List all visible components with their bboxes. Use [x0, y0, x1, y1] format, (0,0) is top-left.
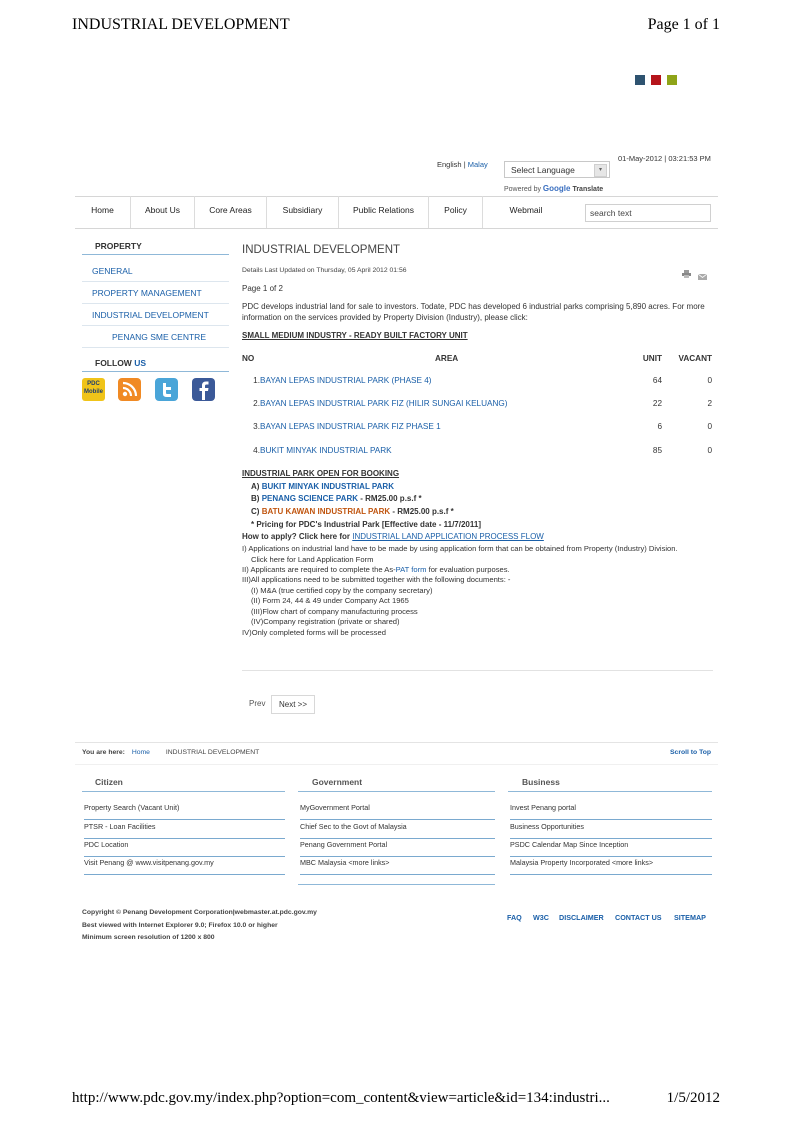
search-input[interactable] [585, 204, 711, 222]
footer-rule [82, 791, 285, 792]
pdc-mobile-icon[interactable]: PDC Mobile [82, 378, 105, 401]
footer-rule [298, 791, 495, 792]
intro-line-2: information on the services provided by Property Division (Industry), please click: [242, 313, 528, 322]
facebook-icon[interactable] [192, 378, 215, 401]
footer-link[interactable]: Malaysia Property Incorporated <more links> [510, 856, 712, 875]
print-icon[interactable] [682, 265, 691, 272]
footer-link[interactable]: PDC Location [84, 838, 285, 857]
land-application-form-link[interactable]: Click here for Land Application Form [251, 555, 374, 564]
table-row: 4. BUKIT MINYAK INDUSTRIAL PARK 85 0 [253, 446, 712, 455]
area-link[interactable]: BAYAN LEPAS INDUSTRIAL PARK FIZ (HILIR SUNGAI KELUANG) [260, 399, 508, 408]
process-flow-link[interactable]: INDUSTRIAL LAND APPLICATION PROCESS FLOW [352, 532, 544, 541]
google-logo: Google [542, 184, 571, 193]
page-of: Page 1 of 2 [242, 284, 283, 293]
breadcrumb-top-rule [75, 742, 718, 743]
step-2: II) Applicants are required to complete the As-PAT form for evaluation purposes. [242, 565, 510, 574]
booking-item-a: A) BUKIT MINYAK INDUSTRIAL PARK [251, 482, 394, 491]
footer-link-disclaimer[interactable]: DISCLAIMER [559, 913, 604, 922]
step-3: III)All applications need to be submitted together with the following documents: - [242, 575, 511, 584]
square-icon-blue [635, 75, 645, 85]
nav-bottom-rule [75, 228, 718, 229]
how-to-apply: How to apply? Click here for INDUSTRIAL LAND APPLICATION PROCESS FLOW [242, 532, 544, 541]
follow-us-heading: FOLLOW US [95, 358, 147, 368]
square-icon-red [651, 75, 661, 85]
footer-link[interactable]: PTSR - Loan Facilities [84, 820, 285, 839]
table-header: NO AREA UNIT VACANT [242, 354, 712, 363]
nav-public-relations[interactable]: Public Relations [339, 196, 429, 228]
nav-core-areas[interactable]: Core Areas [195, 196, 267, 228]
footer-link[interactable]: Business Opportunities [510, 820, 712, 839]
lang-english-link[interactable]: English [437, 160, 462, 169]
footer-link[interactable]: PSDC Calendar Map Since Inception [510, 838, 712, 857]
footer-rule [298, 884, 495, 885]
area-link[interactable]: BUKIT MINYAK INDUSTRIAL PARK [260, 446, 392, 455]
print-header-page: Page 1 of 1 [647, 16, 720, 33]
booking-item-b: B) PENANG SCIENCE PARK - RM25.00 p.s.f * [251, 494, 422, 503]
sidebar-item-industrial-development[interactable]: INDUSTRIAL DEVELOPMENT [82, 305, 229, 326]
twitter-icon[interactable] [155, 378, 178, 401]
area-link[interactable]: BAYAN LEPAS INDUSTRIAL PARK (PHASE 4) [260, 376, 432, 385]
content-divider [242, 670, 713, 671]
breadcrumb-home-link[interactable]: Home [131, 749, 150, 756]
email-icon[interactable] [698, 267, 707, 273]
prev-button[interactable]: Prev [249, 699, 266, 708]
sidebar-heading: PROPERTY [95, 241, 142, 251]
footer-link[interactable]: Visit Penang @ www.visitpenang.gov.my [84, 856, 285, 875]
translate-link[interactable]: Translate [572, 186, 604, 193]
doc-item: (II) Form 24, 44 & 49 under Company Act 1965 [251, 596, 409, 605]
step-4: IV)Only completed forms will be processed [242, 628, 386, 637]
footer-heading-government: Government [312, 777, 363, 787]
table-row: 2. BAYAN LEPAS INDUSTRIAL PARK FIZ (HILIR SUNGAI KELUANG) 22 2 [253, 399, 712, 408]
batu-kawan-link[interactable]: BATU KAWAN INDUSTRIAL PARK [261, 507, 391, 516]
print-header-title: INDUSTRIAL DEVELOPMENT [72, 16, 290, 33]
section-heading-booking: INDUSTRIAL PARK OPEN FOR BOOKING [242, 469, 400, 478]
doc-item: (IV)Company registration (private or shared) [251, 617, 400, 626]
footer-link[interactable]: Invest Penang portal [510, 801, 712, 820]
footer-heading-citizen: Citizen [95, 777, 123, 787]
print-footer-date: 1/5/2012 [666, 1090, 720, 1106]
date-time: 01-May-2012 | 03:21:53 PM [618, 154, 711, 163]
footer-link[interactable]: MyGovernment Portal [300, 801, 495, 820]
pricing-note: * Pricing for PDC's Industrial Park [Effective date - 11/7/2011] [251, 520, 481, 529]
footer-link-contact-us[interactable]: CONTACT US [615, 913, 662, 922]
select-language-dropdown[interactable]: Select Language ▾ [504, 161, 610, 178]
intro-line-1: PDC develops industrial land for sale to investors. Todate, PDC has developed 6 industrial parks comprising 5,890 acres. For more [242, 302, 705, 311]
next-button[interactable]: Next >> [271, 695, 315, 714]
copyright-block: Copyright © Penang Development Corporation|webmaster.at.pdc.gov.my Best viewed with Internet Explorer 9.0; Firefox 10.0 or higher Minimum screen resolution of 1200 x 800 [82, 909, 317, 941]
footer-heading-business: Business [522, 777, 560, 787]
penang-science-park-link[interactable]: PENANG SCIENCE PARK [261, 494, 358, 503]
bukit-minyak-link[interactable]: BUKIT MINYAK INDUSTRIAL PARK [261, 482, 394, 491]
footer-link[interactable]: MBC Malaysia <more links> [300, 856, 495, 875]
breadcrumb-bottom-rule [75, 764, 718, 765]
step-1: I) Applications on industrial land have to be made by using application form that can be obtained from Property (Industry) Division. [242, 544, 678, 553]
footer-link-w3c[interactable]: W3C [533, 913, 549, 922]
page-title: INDUSTRIAL DEVELOPMENT [242, 244, 401, 256]
nav-home[interactable]: Home [75, 196, 131, 228]
footer-link[interactable]: Penang Government Portal [300, 838, 495, 857]
article-meta: Details Last Updated on Thursday, 05 April 2012 01:56 [242, 267, 407, 274]
nav-policy[interactable]: Policy [429, 196, 483, 228]
footer-link[interactable]: Property Search (Vacant Unit) [84, 801, 285, 820]
sidebar-item-penang-sme-centre[interactable]: PENANG SME CENTRE [82, 327, 229, 348]
language-switch: English | Malay [437, 160, 488, 169]
sidebar-heading-rule [82, 254, 229, 255]
breadcrumb: You are here: Home INDUSTRIAL DEVELOPMENT [82, 749, 260, 756]
table-row: 3. BAYAN LEPAS INDUSTRIAL PARK FIZ PHASE 1 6 0 [253, 422, 712, 431]
doc-item: (I) M&A (true certified copy by the company secretary) [251, 586, 433, 595]
powered-by-google: Powered by Google Translate [504, 184, 604, 193]
booking-item-c: C) BATU KAWAN INDUSTRIAL PARK - RM25.00 p.s.f * [251, 507, 454, 516]
doc-item: (III)Flow chart of company manufacturing process [251, 607, 418, 616]
nav-webmail[interactable]: Webmail [509, 205, 543, 215]
footer-rule [508, 791, 712, 792]
scroll-to-top-link[interactable]: Scroll to Top [670, 749, 712, 756]
print-footer-url: http://www.pdc.gov.my/index.php?option=com_content&view=article&id=134:industri... [72, 1090, 610, 1106]
footer-link[interactable]: Chief Sec to the Govt of Malaysia [300, 820, 495, 839]
lang-malay-link[interactable]: Malay [467, 160, 488, 169]
nav-about-us[interactable]: About Us [131, 196, 195, 228]
footer-link-sitemap[interactable]: SITEMAP [674, 913, 706, 922]
table-row: 1. BAYAN LEPAS INDUSTRIAL PARK (PHASE 4) 64 0 [253, 376, 712, 385]
follow-us-rule [82, 371, 229, 372]
area-link[interactable]: BAYAN LEPAS INDUSTRIAL PARK FIZ PHASE 1 [260, 422, 441, 431]
rss-icon[interactable] [118, 378, 141, 401]
as-pat-form-link[interactable]: PAT form [395, 565, 427, 574]
sidebar-item-general[interactable]: GENERAL [82, 261, 229, 282]
square-icon-green [667, 75, 677, 85]
chevron-down-icon: ▾ [594, 164, 607, 177]
sidebar-item-property-management[interactable]: PROPERTY MANAGEMENT [82, 283, 229, 304]
section-heading-sme: SMALL MEDIUM INDUSTRY - READY BUILT FACTORY UNIT [242, 331, 468, 340]
footer-link-faq[interactable]: FAQ [507, 913, 522, 922]
nav-subsidiary[interactable]: Subsidiary [267, 196, 339, 228]
